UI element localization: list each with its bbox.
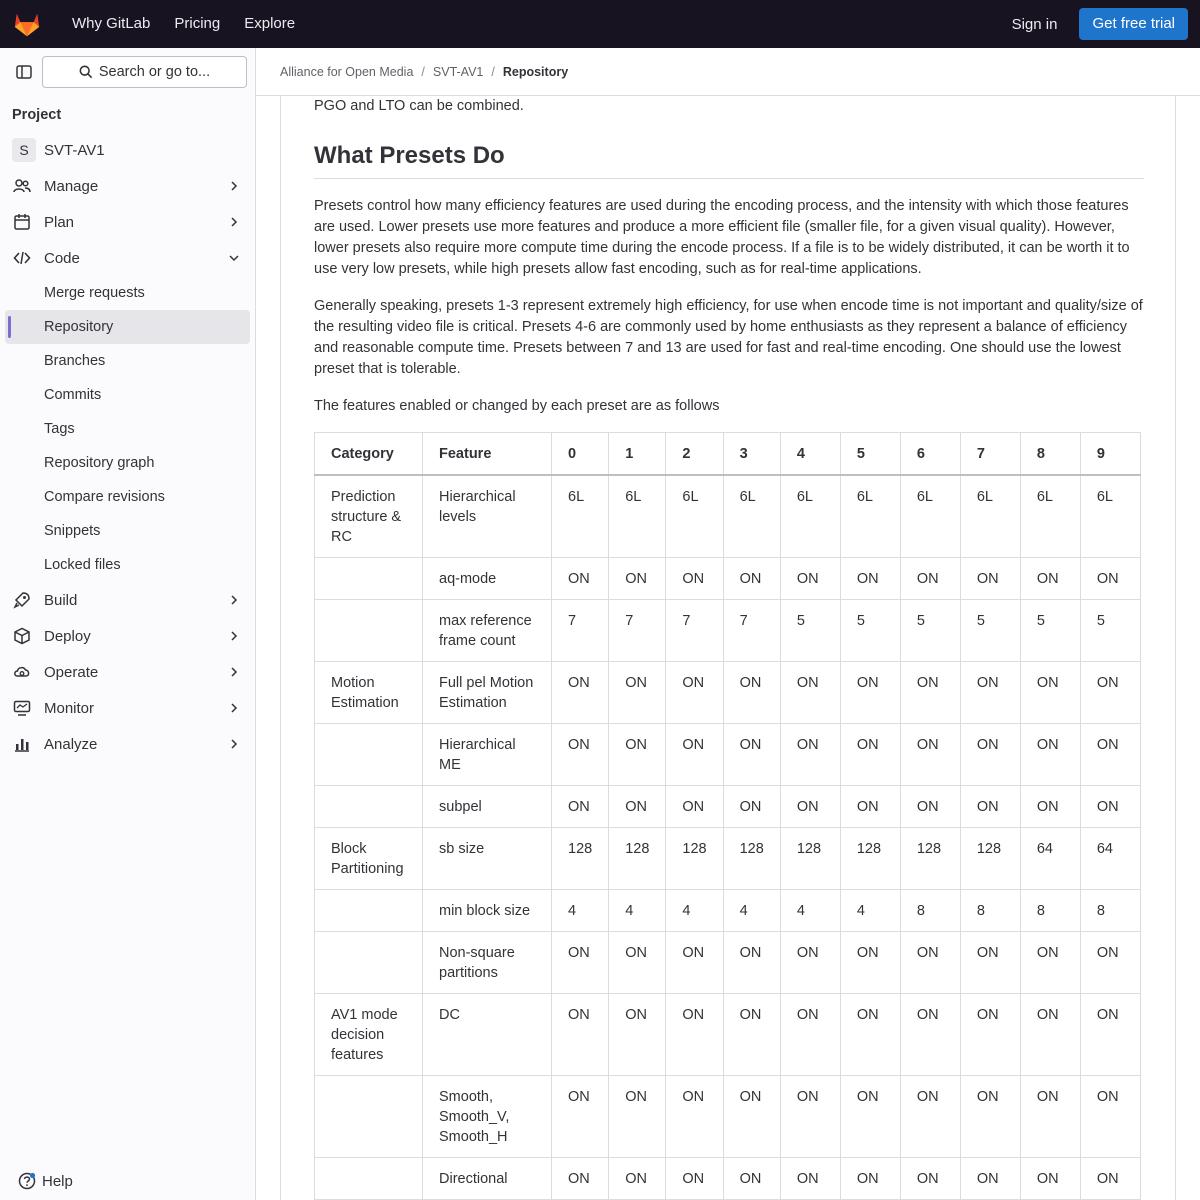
- sidebar-item-monitor[interactable]: [0, 690, 255, 726]
- sidebar-item-label: Deploy: [44, 627, 91, 645]
- chart-icon: [12, 734, 32, 754]
- preset-value-cell: 6L: [609, 475, 666, 558]
- preset-value-cell: 128: [723, 828, 780, 890]
- table-row: [315, 475, 1141, 558]
- chevron-right-icon: [227, 737, 241, 751]
- breadcrumb-group[interactable]: Alliance for Open Media: [280, 64, 414, 79]
- preset-value-cell: ON: [552, 994, 609, 1076]
- category-cell: [315, 932, 423, 994]
- preset-value-cell: ON: [840, 662, 900, 724]
- preset-value-cell: 128: [840, 828, 900, 890]
- category-cell: [315, 600, 423, 662]
- preset-value-cell: ON: [609, 724, 666, 786]
- preset-value-cell: ON: [840, 932, 900, 994]
- preset-value-cell: ON: [960, 1076, 1020, 1158]
- code-icon: [12, 248, 32, 268]
- feature-cell: Full pel Motion Estimation: [423, 662, 552, 724]
- project-avatar: S: [12, 138, 36, 162]
- help-button[interactable]: [18, 1172, 73, 1190]
- table-row: [315, 932, 1141, 994]
- cloud-gear-icon: [12, 662, 32, 682]
- preset-value-cell: ON: [666, 786, 723, 828]
- feature-cell: Smooth, Smooth_V, Smooth_H: [423, 1076, 552, 1158]
- preset-value-cell: ON: [666, 724, 723, 786]
- table-row: [315, 828, 1141, 890]
- preset-value-cell: ON: [1080, 1076, 1140, 1158]
- category-cell: [315, 1076, 423, 1158]
- preset-value-cell: 128: [609, 828, 666, 890]
- preset-value-cell: ON: [900, 932, 960, 994]
- sidebar-item-label: Code: [44, 249, 80, 267]
- paragraph-features: The features enabled or changed by each preset are as follows: [314, 398, 720, 414]
- preset-value-cell: 128: [960, 828, 1020, 890]
- table-row: [315, 1076, 1141, 1158]
- preset-value-cell: ON: [1080, 994, 1140, 1076]
- feature-cell: subpel: [423, 786, 552, 828]
- preset-value-cell: ON: [780, 662, 840, 724]
- preset-value-cell: ON: [840, 1158, 900, 1200]
- sidebar-item-project[interactable]: [0, 132, 255, 168]
- preset-value-cell: ON: [840, 994, 900, 1076]
- table-header-cell: 2: [666, 433, 723, 476]
- preset-value-cell: 7: [609, 600, 666, 662]
- preset-value-cell: ON: [780, 1076, 840, 1158]
- preset-value-cell: 5: [1020, 600, 1080, 662]
- preset-value-cell: ON: [780, 932, 840, 994]
- sidebar-subitem-repository[interactable]: Repository: [5, 310, 250, 344]
- presets-table: [314, 432, 1141, 1200]
- sidebar-toggle-icon[interactable]: [12, 60, 36, 84]
- table-header-cell: 3: [723, 433, 780, 476]
- chevron-right-icon: [227, 665, 241, 679]
- table-header-row: [315, 433, 1141, 476]
- category-cell: Motion Estimation: [315, 662, 423, 724]
- preset-value-cell: 6L: [960, 475, 1020, 558]
- preset-value-cell: 6L: [1080, 475, 1140, 558]
- preset-value-cell: ON: [900, 1076, 960, 1158]
- category-cell: [315, 724, 423, 786]
- preset-value-cell: ON: [723, 558, 780, 600]
- feature-cell: min block size: [423, 890, 552, 932]
- preset-value-cell: ON: [780, 1158, 840, 1200]
- sidebar-item-label: Operate: [44, 663, 99, 681]
- table-header-cell: 9: [1080, 433, 1140, 476]
- preset-value-cell: 4: [609, 890, 666, 932]
- sidebar-item-label: Manage: [44, 177, 99, 195]
- preset-value-cell: ON: [666, 994, 723, 1076]
- sidebar-item-build[interactable]: [0, 582, 255, 618]
- paragraph-general: Generally speaking, presets 1-3 represent extremely high efficiency, for use when encode time is not important and quality/size of the resulting video file is critical. Presets 4-6 are commonly used by home enthusiasts as they represent a balance of efficiency and reasonable compute time. Presets between 7 and 13 are used for fast and real-time encoding. One should use the lowest preset that is tolerable.: [314, 298, 1143, 377]
- sidebar-subitem-branches[interactable]: Branches: [44, 353, 106, 369]
- feature-cell: Directional: [423, 1158, 552, 1200]
- preset-value-cell: ON: [840, 1076, 900, 1158]
- preset-value-cell: ON: [552, 786, 609, 828]
- preset-value-cell: 5: [840, 600, 900, 662]
- preset-value-cell: 6L: [1020, 475, 1080, 558]
- preset-value-cell: ON: [552, 1158, 609, 1200]
- table-header-cell: 0: [552, 433, 609, 476]
- users-icon: [12, 176, 32, 196]
- table-scroll-container[interactable]: [314, 432, 1144, 1200]
- sidebar-item-label: Monitor: [44, 699, 95, 717]
- preset-value-cell: 64: [1080, 828, 1140, 890]
- preset-value-cell: ON: [666, 932, 723, 994]
- preset-value-cell: ON: [666, 558, 723, 600]
- preset-value-cell: 6L: [666, 475, 723, 558]
- preset-value-cell: ON: [960, 662, 1020, 724]
- breadcrumb-separator: /: [421, 64, 425, 79]
- preset-value-cell: 5: [900, 600, 960, 662]
- preset-value-cell: ON: [1020, 558, 1080, 600]
- sidebar: [0, 48, 256, 1200]
- preset-value-cell: 64: [1020, 828, 1080, 890]
- sidebar-item-analyze[interactable]: [0, 726, 255, 762]
- intro-text: PGO and LTO can be combined.: [314, 98, 524, 114]
- breadcrumb-current[interactable]: Repository: [502, 64, 569, 79]
- nav-explore[interactable]: Explore: [244, 15, 296, 32]
- paragraph-presets: Presets control how many efficiency features are used during the encoding process, and the intensity with which those features are used. Lower presets use more features and produce a more efficient file (smaller file, for a given visual quality). However, lower presets also require more compute time during the encode process. If a file is to be widely distributed, it can be worth it to use very low presets, while high presets allow fast encoding, such as for real-time applications.: [314, 198, 1130, 277]
- preset-value-cell: ON: [723, 724, 780, 786]
- preset-value-cell: ON: [1020, 1158, 1080, 1200]
- preset-value-cell: ON: [609, 558, 666, 600]
- top-bar: [0, 0, 1200, 48]
- rocket-icon: [12, 590, 32, 610]
- preset-value-cell: ON: [900, 558, 960, 600]
- preset-value-cell: ON: [723, 662, 780, 724]
- preset-value-cell: ON: [1020, 724, 1080, 786]
- preset-value-cell: ON: [780, 786, 840, 828]
- deploy-icon: [12, 626, 32, 646]
- preset-value-cell: ON: [723, 1158, 780, 1200]
- chevron-right-icon: [227, 629, 241, 643]
- feature-cell: max reference frame count: [423, 600, 552, 662]
- category-cell: [315, 786, 423, 828]
- preset-value-cell: ON: [723, 994, 780, 1076]
- category-cell: Prediction structure & RC: [315, 475, 423, 558]
- chevron-down-icon: [227, 251, 241, 265]
- preset-value-cell: ON: [900, 662, 960, 724]
- preset-value-cell: ON: [666, 1076, 723, 1158]
- question-icon: [18, 1172, 36, 1190]
- preset-value-cell: ON: [552, 662, 609, 724]
- preset-value-cell: ON: [780, 558, 840, 600]
- preset-value-cell: ON: [609, 932, 666, 994]
- preset-value-cell: ON: [1080, 786, 1140, 828]
- help-label: Help: [42, 1172, 73, 1190]
- category-cell: [315, 1158, 423, 1200]
- preset-value-cell: ON: [900, 786, 960, 828]
- project-name: SVT-AV1: [44, 141, 105, 159]
- sidebar-subitem-compare-revisions[interactable]: Compare revisions: [44, 489, 165, 505]
- sign-in-link[interactable]: Sign in: [1011, 15, 1058, 33]
- sidebar-item-manage[interactable]: [0, 168, 255, 204]
- preset-value-cell: 4: [723, 890, 780, 932]
- preset-value-cell: ON: [840, 558, 900, 600]
- preset-value-cell: ON: [780, 724, 840, 786]
- preset-value-cell: 6L: [840, 475, 900, 558]
- preset-value-cell: 4: [666, 890, 723, 932]
- table-row: [315, 558, 1141, 600]
- sidebar-subitem-merge-requests[interactable]: Merge requests: [44, 285, 145, 301]
- table-row: [315, 1158, 1141, 1200]
- preset-value-cell: ON: [900, 994, 960, 1076]
- preset-value-cell: ON: [960, 1158, 1020, 1200]
- preset-value-cell: ON: [840, 724, 900, 786]
- preset-value-cell: ON: [552, 1076, 609, 1158]
- preset-value-cell: ON: [1080, 662, 1140, 724]
- preset-value-cell: ON: [1080, 724, 1140, 786]
- search-label: Search or go to...: [98, 64, 211, 80]
- preset-value-cell: 8: [1080, 890, 1140, 932]
- sidebar-subitem-locked-files[interactable]: Locked files: [44, 557, 121, 573]
- nav-why-gitlab[interactable]: Why GitLab: [72, 15, 151, 32]
- sidebar-subitem-snippets[interactable]: Snippets: [44, 523, 101, 539]
- free-trial-button[interactable]: Get free trial: [1079, 8, 1188, 40]
- preset-value-cell: 4: [552, 890, 609, 932]
- table-row: [315, 662, 1141, 724]
- breadcrumb-project[interactable]: SVT-AV1: [432, 64, 484, 79]
- preset-value-cell: ON: [1020, 1076, 1080, 1158]
- table-header-cell: 8: [1020, 433, 1080, 476]
- preset-value-cell: ON: [1020, 786, 1080, 828]
- table-row: [315, 724, 1141, 786]
- sidebar-item-deploy[interactable]: [0, 618, 255, 654]
- preset-value-cell: ON: [1080, 558, 1140, 600]
- preset-value-cell: ON: [1020, 932, 1080, 994]
- table-header-cell: 4: [780, 433, 840, 476]
- preset-value-cell: ON: [723, 1076, 780, 1158]
- sidebar-item-code[interactable]: [0, 240, 255, 276]
- preset-value-cell: ON: [960, 932, 1020, 994]
- preset-value-cell: ON: [609, 662, 666, 724]
- preset-value-cell: 5: [960, 600, 1020, 662]
- preset-value-cell: 7: [666, 600, 723, 662]
- preset-value-cell: 4: [840, 890, 900, 932]
- preset-value-cell: 7: [723, 600, 780, 662]
- breadcrumb-separator: /: [491, 64, 495, 79]
- preset-value-cell: ON: [723, 786, 780, 828]
- sidebar-item-label: Build: [44, 591, 78, 609]
- preset-value-cell: 6L: [552, 475, 609, 558]
- sidebar-subitem-repository-graph[interactable]: Repository graph: [44, 455, 155, 471]
- sidebar-item-label: Analyze: [44, 735, 98, 753]
- category-cell: [315, 558, 423, 600]
- search-icon: [79, 65, 93, 79]
- planning-icon: [12, 212, 32, 232]
- preset-value-cell: ON: [900, 724, 960, 786]
- top-nav: [60, 0, 307, 48]
- preset-value-cell: ON: [1020, 994, 1080, 1076]
- preset-value-cell: 6L: [780, 475, 840, 558]
- readme-card: [280, 96, 1176, 1200]
- table-header-cell: 5: [840, 433, 900, 476]
- table-header-cell: 1: [609, 433, 666, 476]
- preset-value-cell: 8: [960, 890, 1020, 932]
- chevron-right-icon: [227, 701, 241, 715]
- table-row: [315, 994, 1141, 1076]
- monitor-icon: [12, 698, 32, 718]
- chevron-right-icon: [227, 593, 241, 607]
- breadcrumb: [256, 48, 1200, 96]
- feature-cell: aq-mode: [423, 558, 552, 600]
- preset-value-cell: 128: [552, 828, 609, 890]
- table-header-cell: 7: [960, 433, 1020, 476]
- gitlab-logo-icon[interactable]: [12, 9, 42, 39]
- sidebar-section-title: Project: [12, 107, 62, 123]
- preset-value-cell: ON: [609, 1158, 666, 1200]
- preset-value-cell: ON: [552, 932, 609, 994]
- sidebar-subitem-commits[interactable]: Commits: [44, 387, 102, 403]
- category-cell: Block Partitioning: [315, 828, 423, 890]
- table-row: [315, 786, 1141, 828]
- preset-value-cell: ON: [960, 724, 1020, 786]
- preset-value-cell: ON: [780, 994, 840, 1076]
- preset-value-cell: ON: [666, 662, 723, 724]
- sidebar-item-operate[interactable]: [0, 654, 255, 690]
- preset-value-cell: 6L: [723, 475, 780, 558]
- section-heading: What Presets Do: [314, 142, 1144, 179]
- preset-value-cell: ON: [609, 786, 666, 828]
- table-header-cell: 6: [900, 433, 960, 476]
- table-header-cell: Category: [315, 433, 423, 476]
- nav-pricing[interactable]: Pricing: [174, 15, 221, 32]
- category-cell: [315, 890, 423, 932]
- preset-value-cell: ON: [1080, 932, 1140, 994]
- preset-value-cell: ON: [960, 558, 1020, 600]
- feature-cell: Hierarchical ME: [423, 724, 552, 786]
- preset-value-cell: ON: [609, 1076, 666, 1158]
- sidebar-item-label: Plan: [44, 213, 75, 231]
- preset-value-cell: 8: [900, 890, 960, 932]
- chevron-right-icon: [227, 215, 241, 229]
- preset-value-cell: ON: [840, 786, 900, 828]
- preset-value-cell: ON: [1080, 1158, 1140, 1200]
- preset-value-cell: 128: [666, 828, 723, 890]
- chevron-right-icon: [227, 179, 241, 193]
- feature-cell: sb size: [423, 828, 552, 890]
- preset-value-cell: 6L: [900, 475, 960, 558]
- preset-value-cell: ON: [1020, 662, 1080, 724]
- preset-value-cell: 128: [900, 828, 960, 890]
- preset-value-cell: 128: [780, 828, 840, 890]
- preset-value-cell: ON: [609, 994, 666, 1076]
- preset-value-cell: 4: [780, 890, 840, 932]
- preset-value-cell: 5: [780, 600, 840, 662]
- table-row: [315, 600, 1141, 662]
- feature-cell: Non-square partitions: [423, 932, 552, 994]
- sidebar-subitem-tags[interactable]: Tags: [44, 421, 75, 437]
- preset-value-cell: 7: [552, 600, 609, 662]
- preset-value-cell: ON: [723, 932, 780, 994]
- preset-value-cell: ON: [960, 994, 1020, 1076]
- feature-cell: DC: [423, 994, 552, 1076]
- preset-value-cell: ON: [960, 786, 1020, 828]
- sidebar-item-plan[interactable]: [0, 204, 255, 240]
- table-row: [315, 890, 1141, 932]
- search-button[interactable]: [42, 56, 247, 88]
- feature-cell: Hierarchical levels: [423, 475, 552, 558]
- preset-value-cell: ON: [552, 724, 609, 786]
- preset-value-cell: ON: [666, 1158, 723, 1200]
- main-content: [256, 96, 1200, 1200]
- category-cell: AV1 mode decision features: [315, 994, 423, 1076]
- preset-value-cell: 5: [1080, 600, 1140, 662]
- preset-value-cell: ON: [552, 558, 609, 600]
- preset-value-cell: 8: [1020, 890, 1080, 932]
- preset-value-cell: ON: [900, 1158, 960, 1200]
- table-header-cell: Feature: [423, 433, 552, 476]
